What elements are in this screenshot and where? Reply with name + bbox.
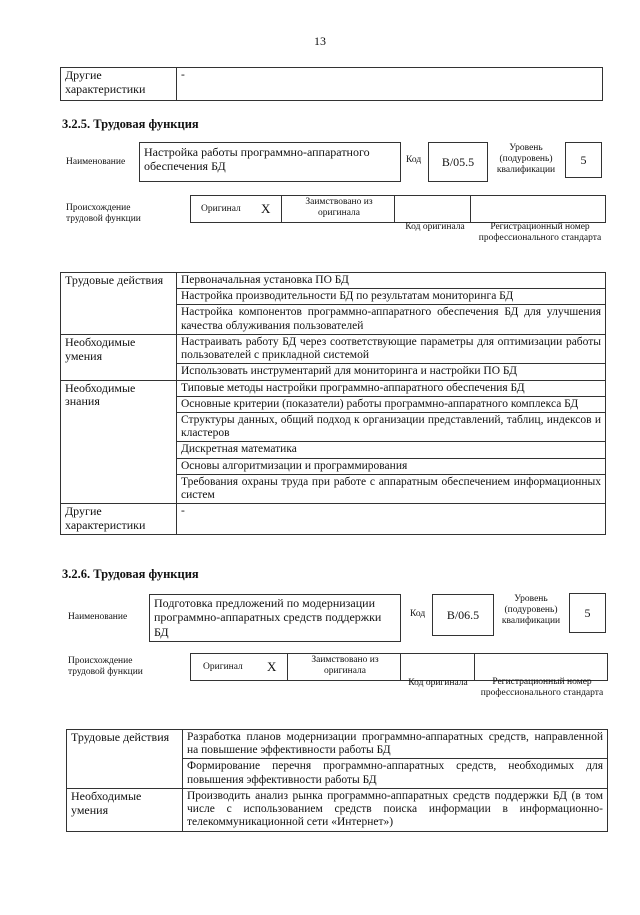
table-row — [61, 68, 603, 101]
row-label: Трудовые действия — [67, 730, 183, 789]
row-item: Требования охраны труда при работе с аппаратным обеспечением информационных систем — [177, 474, 606, 503]
row-item: Первоначальная установка ПО БД — [177, 273, 606, 289]
function-code: B/05.5 — [441, 154, 475, 169]
level-box-2 — [569, 593, 606, 633]
function-name-box-2 — [149, 594, 401, 642]
table-row — [61, 273, 606, 289]
page-number: 13 — [314, 34, 326, 48]
code-box-2 — [432, 594, 494, 636]
level-label-2: Уровень (подуровень) квалификации — [501, 594, 561, 626]
reg-number-label: Регистрационный номер профессионального стандарта — [478, 222, 602, 243]
code-box — [428, 142, 488, 182]
row-label: Необходимые знания — [61, 380, 177, 504]
row-item: Разработка планов модернизации программно-аппаратных средств, направленной на повышение эффективности работы БД — [183, 730, 608, 759]
function-name-box — [139, 142, 401, 182]
function1-table — [60, 272, 606, 535]
function-name: Настройка работы программно-аппаратного обеспечения БД — [144, 145, 370, 174]
top-other-characteristics-table — [60, 67, 603, 101]
row-value: - — [177, 68, 603, 101]
row-label: Другие характеристики — [61, 504, 177, 535]
row-item: Использовать инструментарий для мониторинга и настройки ПО БД — [177, 364, 606, 380]
original-mark-2: X — [267, 659, 277, 674]
row-item: Настраивать работу БД через соответствующие параметры для оптимизации работы пользователей с прикладной системой — [177, 334, 606, 363]
reg-number-label-2: Регистрационный номер профессионального стандарта — [480, 677, 604, 698]
level-box — [565, 142, 602, 178]
code-label: Код — [406, 155, 422, 165]
table-row — [61, 334, 606, 363]
original-mark: X — [261, 201, 271, 216]
table-row — [67, 788, 608, 831]
row-item: Формирование перечня программно-аппаратных средств, необходимых для повышения эффективности работы БД — [183, 759, 608, 788]
row-label: Трудовые действия — [61, 273, 177, 335]
code-label-2: Код — [410, 609, 426, 619]
table-row — [61, 504, 606, 535]
borrowed-label-2: Заимствовано из оригинала — [311, 655, 379, 676]
row-item: Дискретная математика — [177, 442, 606, 458]
origin-label-2: Происхождение трудовой функции — [68, 656, 143, 677]
original-label-2: Оригинал — [203, 662, 243, 672]
origin-table — [190, 195, 606, 223]
function-name-2: Подготовка предложений по модернизации программно-аппаратных средств поддержки БД — [154, 596, 382, 639]
origin-label: Происхождение трудовой функции — [66, 203, 141, 224]
row-label: Другие характеристики — [61, 68, 177, 101]
code-original-label-2: Код оригинала — [408, 678, 468, 688]
row-item: Основные критерии (показатели) работы программно-аппаратного комплекса БД — [177, 396, 606, 412]
function-code-2: B/06.5 — [446, 607, 480, 622]
section-title-2: 3.2.6. Трудовая функция — [62, 567, 199, 581]
row-item: Структуры данных, общий подход к организации представлений, таблиц, индексов и кластеров — [177, 412, 606, 441]
level-value-2: 5 — [584, 605, 591, 620]
row-label: Необходимые умения — [61, 334, 177, 380]
row-item: Настройка компонентов программно-аппаратного обеспечения БД для улучшения качества облуживания пользователей — [177, 305, 606, 334]
table-row — [67, 730, 608, 759]
name-label: Наименование — [66, 157, 126, 167]
level-value: 5 — [580, 152, 587, 167]
name-label-2: Наименование — [68, 612, 128, 622]
borrowed-label: Заимствовано из оригинала — [305, 197, 373, 218]
level-label: Уровень (подуровень) квалификации — [496, 143, 556, 175]
original-label: Оригинал — [201, 204, 241, 214]
row-item: Типовые методы настройки программно-аппаратного обеспечения БД — [177, 380, 606, 396]
function2-table — [66, 729, 608, 832]
row-item: Настройка производительности БД по результатам мониторинга БД — [177, 289, 606, 305]
row-item: Основы алгоритмизации и программирования — [177, 458, 606, 474]
table-row — [61, 380, 606, 396]
section-title: 3.2.5. Трудовая функция — [62, 117, 199, 131]
row-label: Необходимые умения — [67, 788, 183, 831]
row-item: Производить анализ рынка программно-аппаратных средств поддержки БД (в том числе с использованием средств поиска информации в информационно-телекоммуникационной сети «Интернет») — [183, 788, 608, 831]
row-item: - — [177, 504, 606, 535]
code-original-label: Код оригинала — [405, 222, 465, 232]
